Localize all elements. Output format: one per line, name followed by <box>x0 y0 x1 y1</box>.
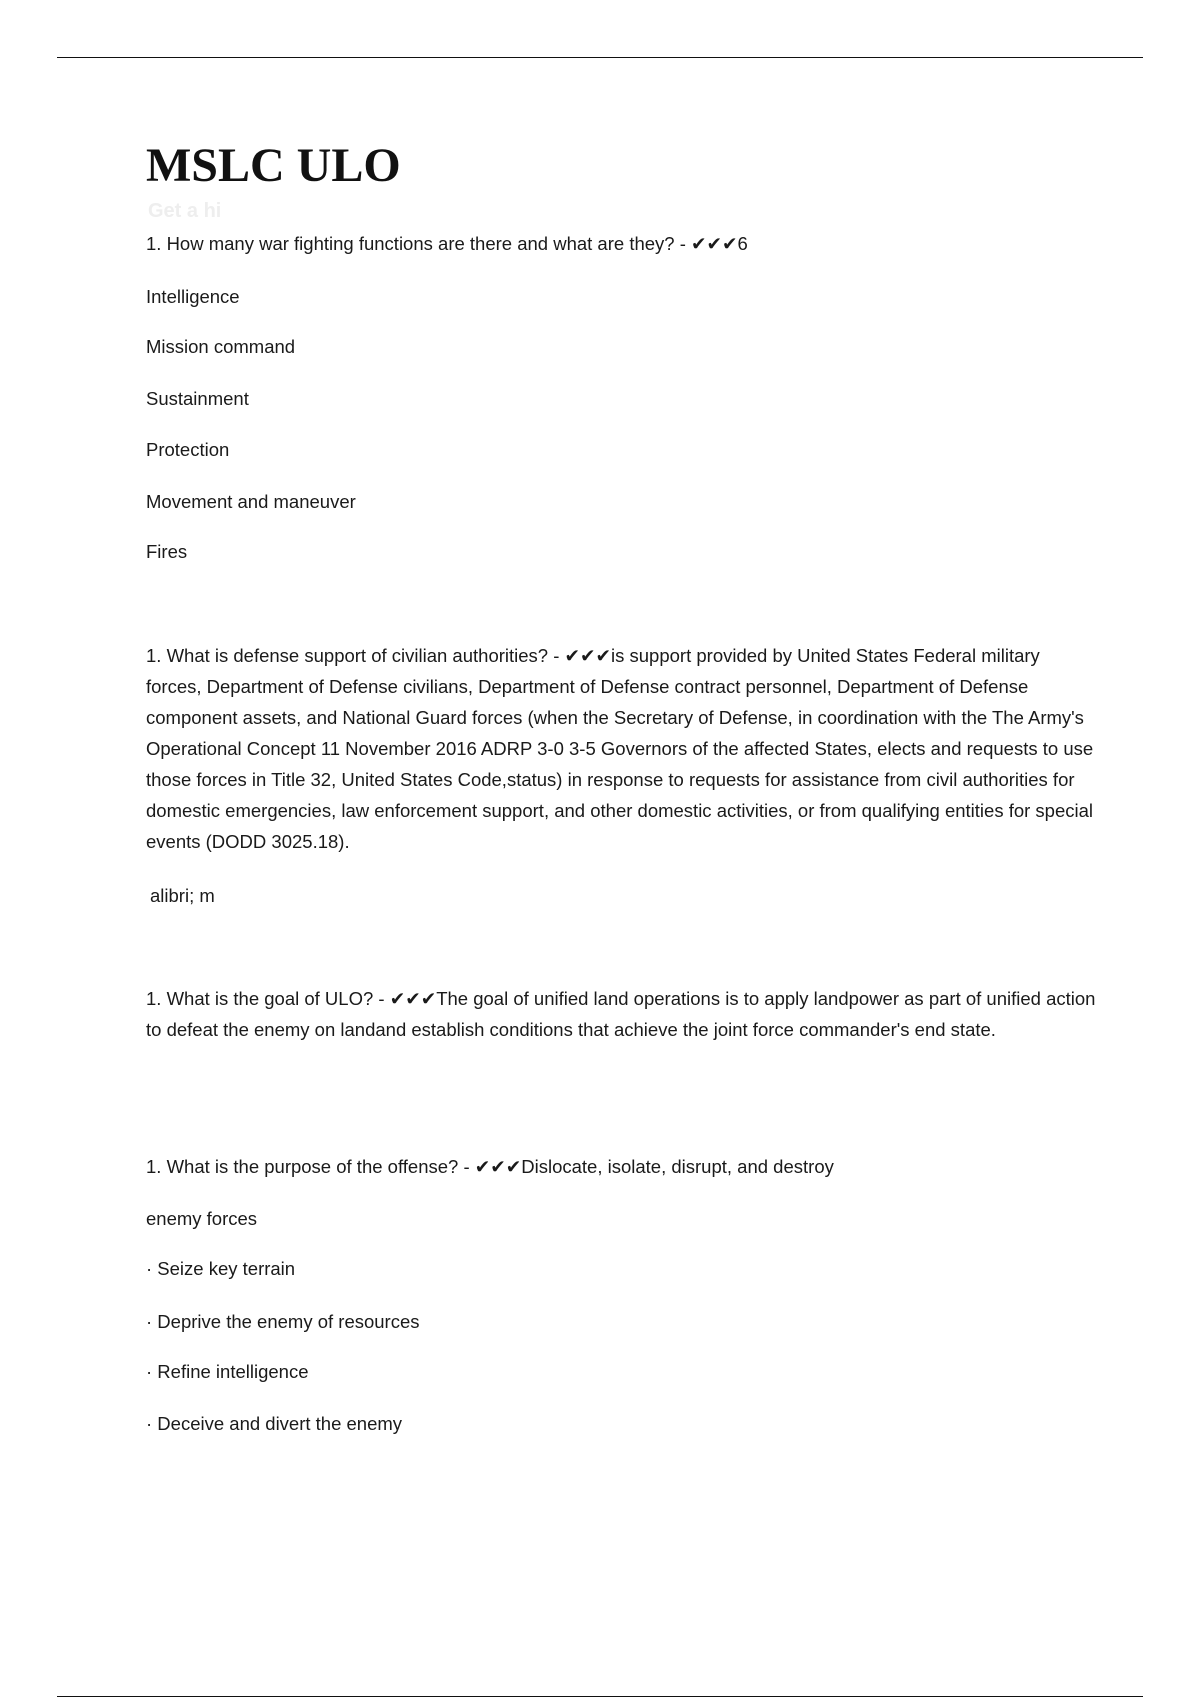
q1-item: Sustainment <box>146 388 249 409</box>
watermark-text: Get a hi <box>148 200 222 222</box>
q1-item: Protection <box>146 439 230 460</box>
q1-item: Movement and maneuver <box>146 491 356 512</box>
q4-item: enemy forces <box>146 1208 258 1229</box>
document-title: MSLC ULO <box>146 139 401 192</box>
q3-paragraph: 1. What is the goal of ULO? - ✔✔✔The goal of unified land operations is to apply landpower as part of unified action to defeat the enemy on landand establish conditions that achieve the joint force commander's end state. <box>146 988 1096 1040</box>
q1-question: 1. How many war fighting functions are there and what are they? - ✔✔✔6 <box>146 233 748 254</box>
q1-item: Fires <box>146 541 188 562</box>
q4-item: · Refine intelligence <box>146 1361 309 1382</box>
q1-item: Intelligence <box>146 286 240 307</box>
q1-item: Mission command <box>146 336 296 357</box>
q4-item: · Deprive the enemy of resources <box>146 1311 420 1332</box>
q2-note: alibri; m <box>150 885 215 906</box>
q4-item: · Seize key terrain <box>146 1258 296 1279</box>
bottom-rule <box>57 1696 1143 1697</box>
q2-paragraph: 1. What is defense support of civilian authorities? - ✔✔✔is support provided by United States Federal military forces, Department of Defense civilians, Department of Defense contract personnel, Department of Defense component assets, and National Guard forces (when the Secretary of Defense, in coordination with the The Army's Operational Concept 11 November 2016 ADRP 3-0 3-5 Governors of the affected States, elects and requests to use those forces in Title 32, United States Code,status) in response to requests for assistance from civil authorities for domestic emergencies, law enforcement support, and other domestic activities, or from qualifying entities for special events (DODD 3025.18). <box>146 645 1094 852</box>
q4-item: · Deceive and divert the enemy <box>146 1413 403 1434</box>
top-rule <box>57 57 1143 58</box>
q4-question: 1. What is the purpose of the offense? - ✔✔✔Dislocate, isolate, disrupt, and destroy <box>146 1156 834 1177</box>
